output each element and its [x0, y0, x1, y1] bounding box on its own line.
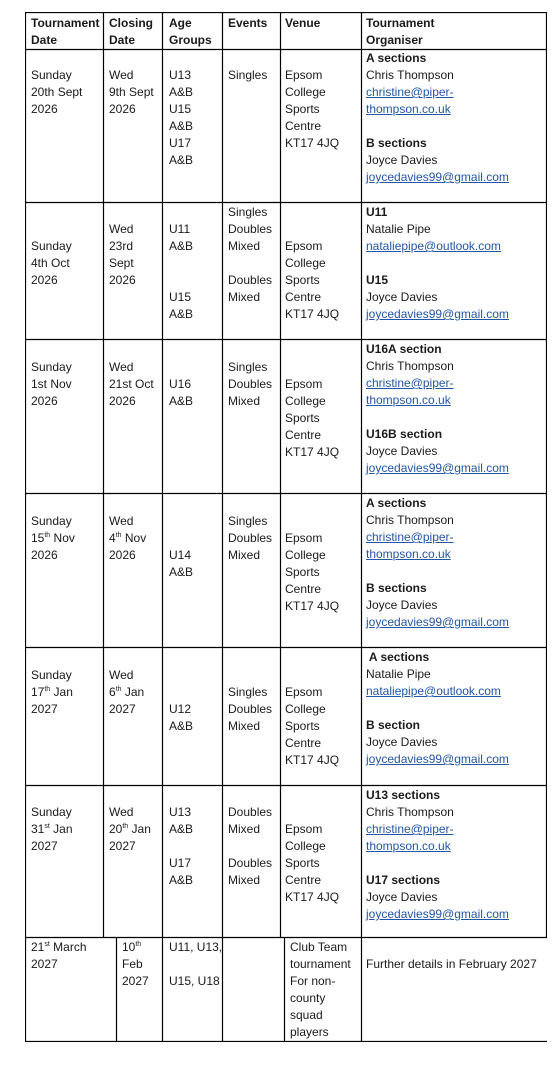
cell-text: Mixed	[228, 548, 261, 562]
row-7-age	[169, 939, 222, 990]
cell-text: Centre	[285, 119, 322, 133]
cell-text: A&B	[169, 85, 194, 99]
organiser-name: Natalie Pipe	[366, 667, 431, 681]
cell-text: Wed	[109, 360, 134, 374]
cell-text: U12	[169, 702, 192, 716]
cell-text: 1st Nov	[31, 377, 72, 391]
cell-text: Sunday	[31, 514, 72, 528]
cell-text: U14	[169, 548, 192, 562]
cell-text: Doubles	[228, 531, 273, 545]
cell-text: 17	[31, 685, 45, 699]
cell-text: Wed	[109, 668, 134, 682]
cell-text: Centre	[285, 582, 322, 596]
cell-text: Doubles	[228, 222, 273, 236]
cell-text: 2027	[31, 957, 58, 971]
cell-text: squad	[290, 1008, 323, 1022]
cell-text: U13	[169, 68, 192, 82]
row-3-venue	[285, 376, 339, 461]
cell-text: 31	[31, 822, 45, 836]
header-text: Tournament	[366, 16, 435, 30]
cell-text: Singles	[228, 685, 268, 699]
email-link[interactable]: thompson.co.uk	[366, 393, 451, 407]
cell-text: Sunday	[31, 239, 72, 253]
organiser-name: Chris Thompson	[366, 513, 454, 527]
cell-text: Jan	[49, 822, 73, 836]
email-link[interactable]: joycedavies99@gmail.com	[366, 752, 509, 766]
cell-text: Centre	[285, 290, 322, 304]
cell-text: 6	[109, 685, 116, 699]
cell-text: Sunday	[31, 68, 72, 82]
cell-text: 2027	[31, 702, 58, 716]
cell-text: Doubles	[228, 805, 273, 819]
cell-text: College	[285, 702, 326, 716]
cell-text: U16	[169, 377, 192, 391]
cell-text: U15	[169, 290, 192, 304]
organiser-name: Chris Thompson	[366, 359, 454, 373]
row-6-organiser	[366, 787, 509, 923]
cell-text: Epsom	[285, 377, 323, 391]
section-heading: U11	[366, 205, 388, 219]
cell-text: Sports	[285, 856, 320, 870]
cell-text: Singles	[228, 514, 268, 528]
cell-text: KT17 4JQ	[285, 599, 340, 613]
email-link[interactable]: christine@piper-	[366, 822, 454, 836]
section-heading: U16A section	[366, 342, 442, 356]
cell-text: March	[49, 940, 87, 954]
row-2-organiser	[366, 204, 509, 323]
cell-text: Wed	[109, 222, 134, 236]
cell-text: Epsom	[285, 685, 323, 699]
cell-text: Mixed	[228, 822, 261, 836]
row-4-organiser	[366, 495, 509, 631]
section-heading: U13 sections	[366, 788, 441, 802]
header-tournament-date	[31, 15, 99, 49]
header-text: Date	[31, 33, 58, 47]
cell-text: Doubles	[228, 702, 273, 716]
cell-text: 2027	[109, 702, 136, 716]
row-7-closing	[122, 939, 149, 990]
header-text: Groups	[169, 33, 212, 47]
cell-text: A&B	[169, 307, 194, 321]
cell-text: Jan	[128, 822, 151, 836]
row-6-events	[228, 804, 272, 889]
cell-text: 2026	[31, 273, 58, 287]
cell-text: College	[285, 839, 326, 853]
cell-text: Sports	[285, 411, 320, 425]
cell-text: county	[290, 991, 326, 1005]
email-link[interactable]: nataliepipe@outlook.com	[366, 684, 501, 698]
organiser-name: Joyce Davies	[366, 444, 438, 458]
row-3-events	[228, 359, 272, 410]
ordinal-suffix: th	[115, 532, 122, 539]
cell-text: 21st Oct	[109, 377, 154, 391]
cell-text: College	[285, 85, 326, 99]
cell-text: Wed	[109, 514, 134, 528]
cell-text: A&B	[169, 119, 194, 133]
cell-text: KT17 4JQ	[285, 307, 340, 321]
email-link[interactable]: christine@piper-	[366, 376, 454, 390]
cell-text: 2026	[109, 548, 136, 562]
cell-text: A&B	[169, 822, 194, 836]
row-5-date	[31, 667, 73, 718]
cell-text: A&B	[169, 239, 194, 253]
cell-text: U13	[169, 805, 192, 819]
cell-text: Singles	[228, 360, 268, 374]
cell-text: U15	[169, 102, 192, 116]
email-link[interactable]: joycedavies99@gmail.com	[366, 170, 509, 184]
cell-text: KT17 4JQ	[285, 445, 340, 459]
organiser-name: Joyce Davies	[366, 153, 438, 167]
cell-text: Mixed	[228, 719, 261, 733]
email-link[interactable]: joycedavies99@gmail.com	[366, 461, 509, 475]
header-text: Date	[109, 33, 136, 47]
cell-text: Centre	[285, 736, 322, 750]
row-4-closing	[109, 513, 146, 564]
cell-text: Club Team	[290, 940, 348, 954]
row-6-date	[31, 804, 73, 855]
cell-text: Mixed	[228, 290, 261, 304]
row-2-age	[169, 221, 193, 323]
cell-text: College	[285, 548, 326, 562]
cell-text: 20th Sept	[31, 85, 83, 99]
cell-text: College	[285, 394, 326, 408]
cell-text: A&B	[169, 719, 194, 733]
cell-text: Nov	[50, 531, 75, 545]
cell-text: 10	[122, 940, 136, 954]
cell-text: Nov	[121, 531, 147, 545]
header-organiser	[366, 15, 434, 49]
cell-text: 2026	[109, 394, 136, 408]
row-3-closing	[109, 359, 154, 410]
cell-text: Further details in February 2027	[366, 957, 537, 971]
header-text: Events	[228, 16, 268, 30]
organiser-name: Joyce Davies	[366, 735, 438, 749]
row-5-events	[228, 684, 272, 735]
row-2-closing	[109, 221, 136, 289]
header-text: Age	[169, 16, 192, 30]
cell-text: For non-	[290, 974, 336, 988]
organiser-name: Joyce Davies	[366, 890, 438, 904]
row-3-date	[31, 359, 72, 410]
ordinal-suffix: th	[122, 823, 129, 830]
cell-text: Singles	[228, 205, 268, 219]
row-1-organiser	[366, 50, 509, 186]
cell-text: Sports	[285, 719, 320, 733]
header-text: Venue	[285, 16, 321, 30]
organiser-name: Chris Thompson	[366, 805, 454, 819]
cell-text: U17	[169, 856, 192, 870]
email-link[interactable]: thompson.co.uk	[366, 547, 451, 561]
cell-text: Doubles	[228, 377, 273, 391]
row-7-date	[31, 939, 87, 973]
cell-text: Epsom	[285, 239, 323, 253]
cell-text: 21	[31, 940, 45, 954]
row-5-venue	[285, 684, 339, 769]
cell-text: Feb	[122, 957, 143, 971]
organiser-name: Joyce Davies	[366, 598, 438, 612]
cell-text: Epsom	[285, 531, 323, 545]
row-4-date	[31, 513, 75, 564]
row-1-venue	[285, 67, 339, 152]
cell-text: Centre	[285, 428, 322, 442]
cell-text: 2027	[109, 839, 136, 853]
cell-text: Centre	[285, 873, 322, 887]
cell-text: College	[285, 256, 326, 270]
ordinal-suffix: st	[44, 823, 50, 830]
header-closing-date	[109, 15, 153, 49]
cell-text: 2026	[31, 394, 58, 408]
cell-text: A&B	[169, 565, 194, 579]
cell-text: Jan	[50, 685, 73, 699]
row-1-date	[31, 67, 82, 118]
organiser-name: Natalie Pipe	[366, 222, 431, 236]
ordinal-suffix: th	[44, 686, 51, 693]
cell-text: Singles	[228, 68, 268, 82]
cell-text: Sports	[285, 565, 320, 579]
cell-text: U11, U13,	[169, 940, 223, 954]
row-7-events	[290, 939, 351, 1041]
row-2-events	[228, 204, 272, 306]
row-2-date	[31, 238, 72, 289]
cell-text: A&B	[169, 394, 194, 408]
cell-text: Mixed	[228, 239, 261, 253]
header-text: Organiser	[366, 33, 423, 47]
row-5-closing	[109, 667, 144, 718]
cell-text: Doubles	[228, 273, 273, 287]
section-heading: A sections	[366, 51, 427, 65]
email-link[interactable]: nataliepipe@outlook.com	[366, 239, 501, 253]
cell-text: KT17 4JQ	[285, 753, 340, 767]
row-2-venue	[285, 238, 339, 323]
header-age-groups	[169, 15, 212, 49]
row-5-age	[169, 701, 193, 735]
cell-text: Sept	[109, 256, 134, 270]
cell-text: A&B	[169, 873, 194, 887]
section-heading: U17 sections	[366, 873, 441, 887]
row-6-closing	[109, 804, 151, 855]
cell-text: 9th Sept	[109, 85, 154, 99]
row-3-age	[169, 376, 193, 410]
row-3-organiser	[366, 341, 509, 477]
email-link[interactable]: joycedavies99@gmail.com	[366, 615, 509, 629]
organiser-name: Chris Thompson	[366, 68, 454, 82]
cell-text: Epsom	[285, 822, 323, 836]
cell-text: Epsom	[285, 68, 323, 82]
email-link[interactable]: christine@piper-	[366, 85, 454, 99]
ordinal-suffix: th	[44, 532, 51, 539]
email-link[interactable]: thompson.co.uk	[366, 102, 451, 116]
cell-text: A&B	[169, 153, 194, 167]
cell-text: 15	[31, 531, 45, 545]
cell-text: Sports	[285, 102, 320, 116]
row-1-events	[228, 67, 267, 84]
section-heading: A sections	[366, 496, 427, 510]
cell-text: 2027	[122, 974, 149, 988]
ordinal-suffix: st	[44, 941, 50, 948]
row-6-age	[169, 804, 193, 889]
organiser-name: Joyce Davies	[366, 290, 438, 304]
email-link[interactable]: joycedavies99@gmail.com	[366, 307, 509, 321]
section-heading: U16B section	[366, 427, 443, 441]
header-text: Closing	[109, 16, 153, 30]
tournament-table	[25, 12, 547, 1042]
section-heading: B sections	[366, 136, 427, 150]
row-1-closing	[109, 67, 154, 118]
cell-text: Sports	[285, 273, 320, 287]
cell-text: Jan	[121, 685, 145, 699]
email-link[interactable]: thompson.co.uk	[366, 839, 451, 853]
section-heading: U15	[366, 273, 389, 287]
row-4-venue	[285, 530, 339, 615]
header-venue	[285, 15, 320, 32]
cell-text: 2026	[31, 548, 58, 562]
cell-text: 20	[109, 822, 123, 836]
row-7-organiser	[366, 956, 537, 973]
cell-text: Sunday	[31, 805, 72, 819]
section-heading: B section	[366, 718, 421, 732]
cell-text: Mixed	[228, 394, 261, 408]
header-text: Tournament	[31, 16, 100, 30]
cell-text: players	[290, 1025, 329, 1039]
cell-text: U11	[169, 222, 191, 236]
cell-text: 4	[109, 531, 116, 545]
cell-text: Sunday	[31, 360, 72, 374]
cell-text: Mixed	[228, 873, 261, 887]
cell-text: 2026	[109, 102, 136, 116]
row-6-venue	[285, 821, 339, 906]
email-link[interactable]: joycedavies99@gmail.com	[366, 907, 509, 921]
cell-text: 23rd	[109, 239, 134, 253]
cell-text: Doubles	[228, 856, 273, 870]
cell-text: KT17 4JQ	[285, 136, 340, 150]
row-5-organiser	[366, 649, 509, 768]
cell-text: KT17 4JQ	[285, 890, 340, 904]
cell-text: 2026	[31, 102, 58, 116]
row-4-age	[169, 547, 193, 581]
cell-text: Sunday	[31, 668, 72, 682]
cell-text: 2026	[109, 273, 136, 287]
header-events	[228, 15, 267, 32]
cell-text: 4th Oct	[31, 256, 70, 270]
cell-text: tournament	[290, 957, 351, 971]
cell-text: U15, U18	[169, 974, 220, 988]
ordinal-suffix: th	[115, 686, 122, 693]
row-4-events	[228, 513, 272, 564]
row-1-age	[169, 67, 193, 169]
section-heading: B sections	[366, 581, 427, 595]
email-link[interactable]: christine@piper-	[366, 530, 454, 544]
cell-text: U17	[169, 136, 192, 150]
ordinal-suffix: th	[135, 941, 142, 948]
section-heading: A sections	[366, 650, 430, 664]
cell-text: 2027	[31, 839, 58, 853]
cell-text: Wed	[109, 805, 134, 819]
cell-text: Wed	[109, 68, 134, 82]
